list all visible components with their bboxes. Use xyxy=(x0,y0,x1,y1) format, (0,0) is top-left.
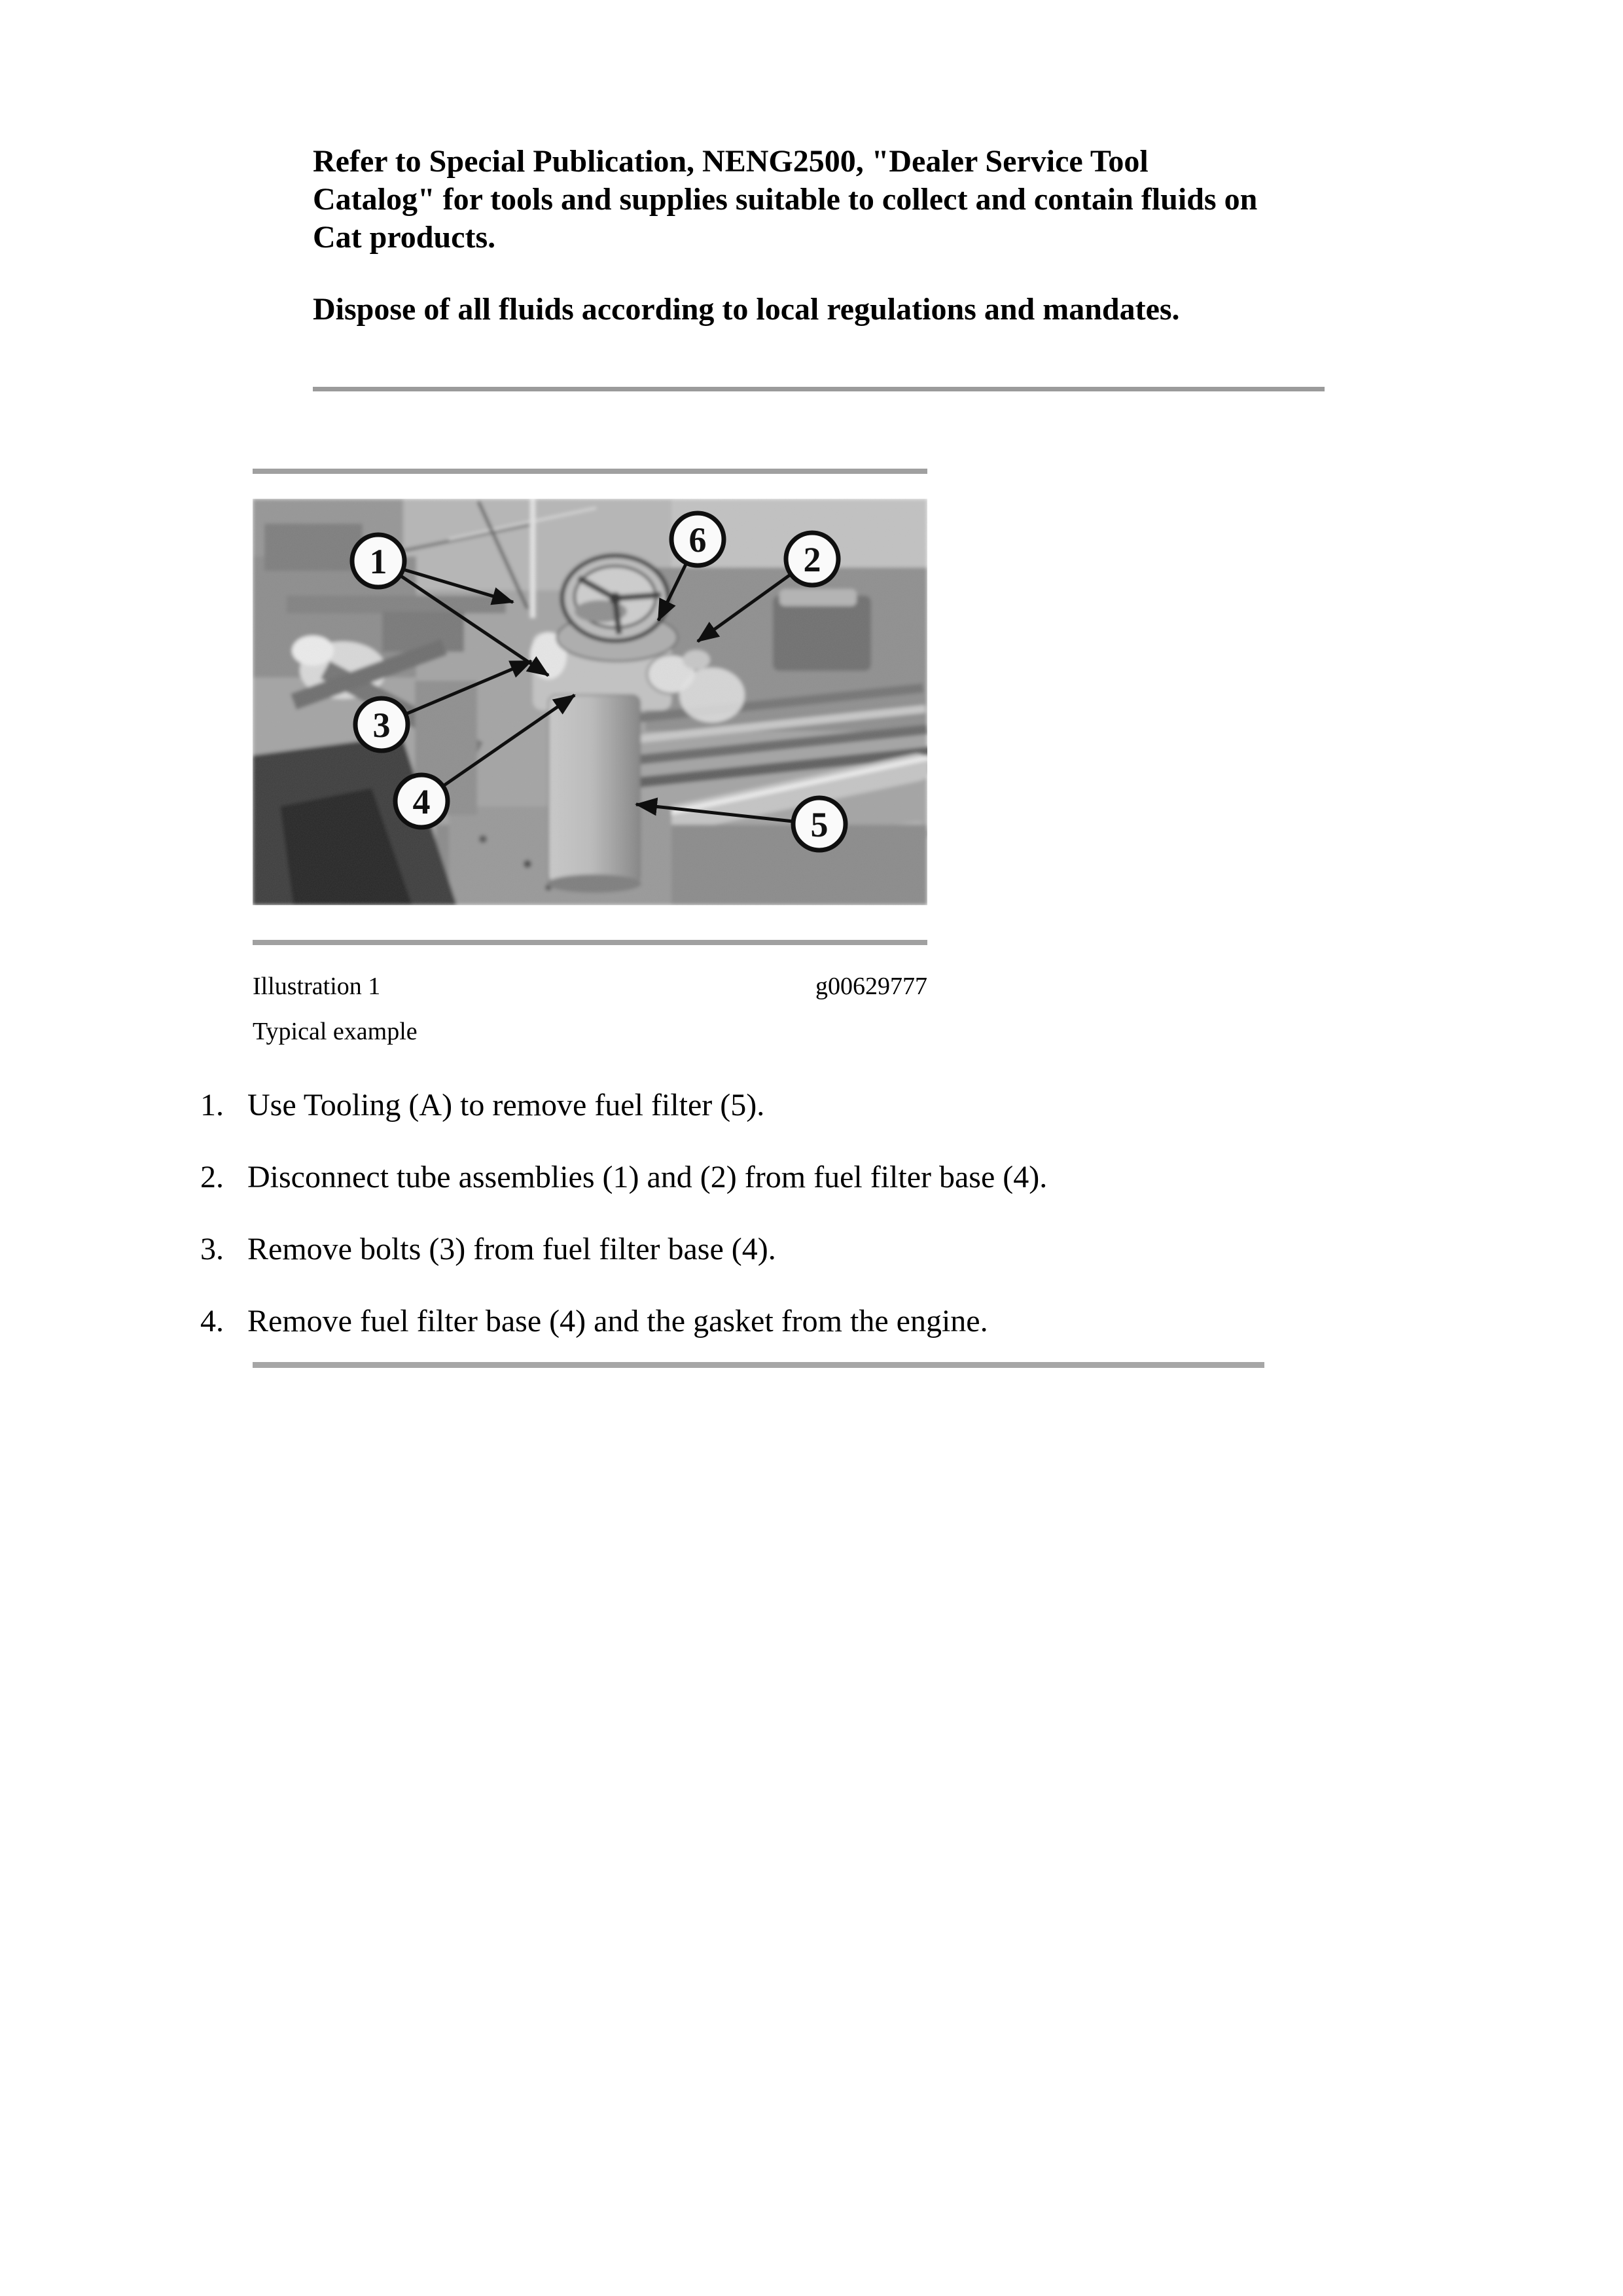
step-item-4 xyxy=(200,1302,988,1340)
notice-line-2: Catalog" for tools and supplies suitable to collect and contain fluids on xyxy=(313,182,1258,217)
notice-paragraph xyxy=(313,143,1257,257)
callout-2-label: 2 xyxy=(803,540,821,579)
step-item-3 xyxy=(200,1230,776,1268)
step-3-number: 3. xyxy=(200,1232,224,1266)
step-4-number: 4. xyxy=(200,1304,224,1338)
step-item-1 xyxy=(200,1086,764,1124)
step-1-number: 1. xyxy=(200,1088,224,1122)
section-divider-rule xyxy=(313,387,1325,391)
engine-illustration xyxy=(253,499,927,905)
step-1-text: Use Tooling (A) to remove fuel filter (5). xyxy=(247,1088,765,1122)
bottom-rule xyxy=(253,1362,1264,1368)
fluid-disposal-note: Dispose of all fluids according to local regulations and mandates. xyxy=(313,292,1180,327)
callout-5-label: 5 xyxy=(810,805,829,844)
step-item-2 xyxy=(200,1158,1047,1196)
callout-3-label: 3 xyxy=(372,706,391,745)
step-2-number: 2. xyxy=(200,1160,224,1194)
figure-top-rule xyxy=(253,469,927,474)
callout-6-label: 6 xyxy=(688,520,707,560)
callout-4-label: 4 xyxy=(412,782,431,821)
illustration-code: g00629777 xyxy=(815,973,927,1000)
illustration-title: Illustration 1 xyxy=(253,973,381,1000)
callout-1-label: 1 xyxy=(369,542,387,581)
notice-line-3: Cat products. xyxy=(313,220,496,255)
illustration-note: Typical example xyxy=(253,1018,418,1045)
engine-photo-svg xyxy=(253,499,927,905)
step-3-text: Remove bolts (3) from fuel filter base (4). xyxy=(247,1232,776,1266)
step-4-text: Remove fuel filter base (4) and the gasket from the engine. xyxy=(247,1304,988,1338)
figure-bottom-rule xyxy=(253,940,927,945)
figure-caption xyxy=(253,971,927,1001)
notice-line-1: Refer to Special Publication, NENG2500, "Dealer Service Tool xyxy=(313,144,1149,179)
step-2-text: Disconnect tube assemblies (1) and (2) from fuel filter base (4). xyxy=(247,1160,1048,1194)
